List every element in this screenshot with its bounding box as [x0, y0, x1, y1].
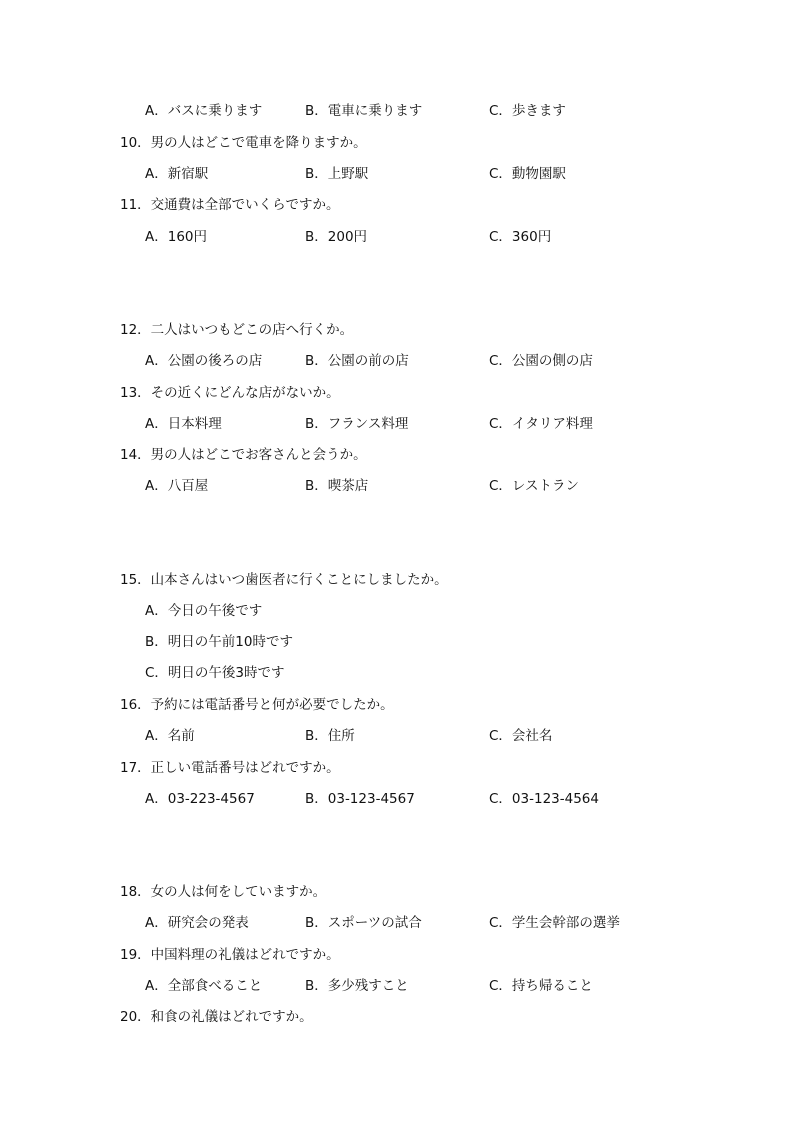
- q18-option-b: B．スポーツの試合: [305, 915, 422, 931]
- q15-question: 15．山本さんはいつ歯医者に行くことにしましたか。: [120, 572, 448, 588]
- q19-option-a: A．全部食べること: [145, 978, 263, 994]
- q11-option-c: C．360円: [489, 229, 552, 245]
- q16-question: 16．予約には電話番号と何が必要でしたか。: [120, 697, 394, 713]
- q15-option-b: B．明日の午前10時です: [145, 634, 293, 650]
- q17-question: 17．正しい電話番号はどれですか。: [120, 760, 340, 776]
- q18-option-a: A．研究会の発表: [145, 915, 249, 931]
- q19-option-c: C．持ち帰ること: [489, 978, 593, 994]
- q16-option-a: A．名前: [145, 728, 195, 744]
- q14-question: 14．男の人はどこでお客さんと会うか。: [120, 447, 367, 463]
- q12-option-a: A．公園の後ろの店: [145, 353, 263, 369]
- q11-question: 11．交通費は全部でいくらですか。: [120, 197, 340, 213]
- q20-question: 20．和食の礼儀はどれですか。: [120, 1009, 313, 1025]
- q12-option-c: C．公園の側の店: [489, 353, 593, 369]
- q18-option-c: C．学生会幹部の選挙: [489, 915, 620, 931]
- q12-question: 12．二人はいつもどこの店へ行くか。: [120, 322, 354, 338]
- q9-option-b: B．電車に乗ります: [305, 103, 423, 119]
- q14-option-b: B．喫茶店: [305, 478, 369, 494]
- q14-option-c: C．レストラン: [489, 478, 580, 494]
- q9-option-c: C．歩きます: [489, 103, 566, 119]
- q17-option-b: B．03-123-4567: [305, 791, 415, 807]
- q9-option-a: A．バスに乗ります: [145, 103, 263, 119]
- q13-option-a: A．日本料理: [145, 416, 222, 432]
- q14-option-a: A．八百屋: [145, 478, 209, 494]
- q10-option-a: A．新宿駅: [145, 166, 209, 182]
- q10-question: 10．男の人はどこで電車を降りますか。: [120, 135, 367, 151]
- q18-question: 18．女の人は何をしていますか。: [120, 884, 327, 900]
- q16-option-c: C．会社名: [489, 728, 553, 744]
- q17-option-c: C．03-123-4564: [489, 791, 599, 807]
- q15-option-a: A．今日の午後です: [145, 603, 263, 619]
- q17-option-a: A．03-223-4567: [145, 791, 255, 807]
- q11-option-a: A．160円: [145, 229, 208, 245]
- q15-option-c: C．明日の午後3時です: [145, 665, 285, 681]
- q13-option-c: C．イタリア料理: [489, 416, 593, 432]
- q11-option-b: B．200円: [305, 229, 368, 245]
- q13-question: 13．その近くにどんな店がないか。: [120, 385, 340, 401]
- q10-option-c: C．動物園駅: [489, 166, 566, 182]
- q10-option-b: B．上野駅: [305, 166, 369, 182]
- q19-question: 19．中国料理の礼儀はどれですか。: [120, 947, 340, 963]
- q19-option-b: B．多少残すこと: [305, 978, 409, 994]
- q12-option-b: B．公園の前の店: [305, 353, 409, 369]
- q13-option-b: B．フランス料理: [305, 416, 409, 432]
- q16-option-b: B．住所: [305, 728, 355, 744]
